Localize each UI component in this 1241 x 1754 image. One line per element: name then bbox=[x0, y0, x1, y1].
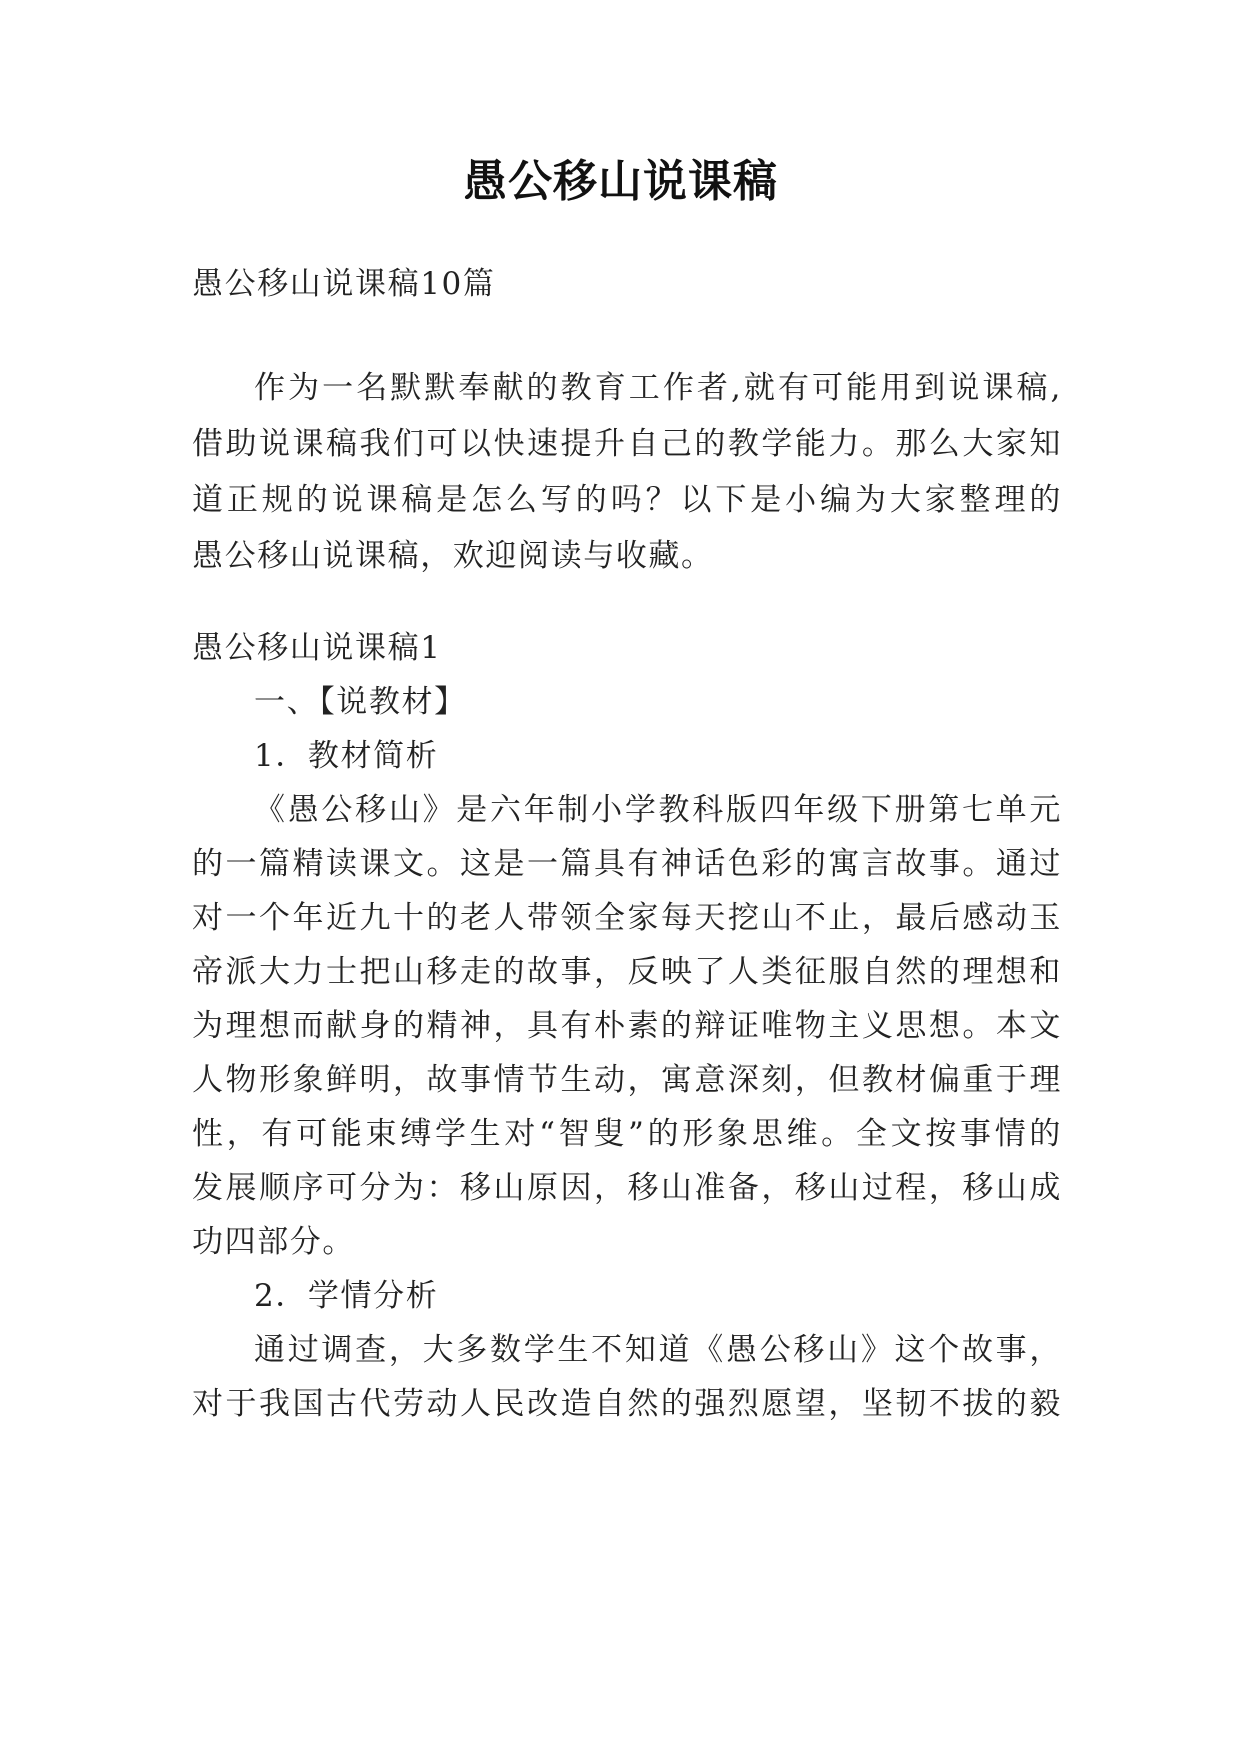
paragraph-line: 功四部分。 bbox=[192, 1224, 355, 1260]
paragraph-line: 帝派大力士把山移走的故事，反映了人类征服自然的理想和 bbox=[192, 954, 1062, 990]
intro-line: 愚公移山说课稿，欢迎阅读与收藏。 bbox=[192, 538, 714, 574]
heading-1-2: 2．学情分析 bbox=[254, 1278, 439, 1314]
paragraph-line: 为理想而献身的精神，具有朴素的辩证唯物主义思想。本文 bbox=[192, 1008, 1062, 1044]
paragraph-line: 的一篇精读课文。这是一篇具有神话色彩的寓言故事。通过 bbox=[192, 846, 1062, 882]
heading-1: 一、【说教材】 bbox=[254, 684, 467, 720]
intro-line: 道正规的说课稿是怎么写的吗？以下是小编为大家整理的 bbox=[192, 482, 1062, 518]
section-title: 愚公移山说课稿1 bbox=[192, 630, 442, 666]
paragraph-line: 通过调查，大多数学生不知道《愚公移山》这个故事， bbox=[254, 1332, 1062, 1368]
document-title: 愚公移山说课稿 bbox=[463, 156, 778, 207]
intro-line: 作为一名默默奉献的教育工作者,就有可能用到说课稿, bbox=[254, 370, 1062, 406]
paragraph-line: 性，有可能束缚学生对“智叟”的形象思维。全文按事情的 bbox=[192, 1116, 1062, 1152]
document-subtitle: 愚公移山说课稿10篇 bbox=[192, 266, 496, 302]
intro-line: 借助说课稿我们可以快速提升自己的教学能力。那么大家知 bbox=[192, 426, 1062, 462]
paragraph-line: 对于我国古代劳动人民改造自然的强烈愿望，坚韧不拔的毅 bbox=[192, 1386, 1062, 1422]
heading-1-1: 1．教材简析 bbox=[254, 738, 439, 774]
paragraph-line: 《愚公移山》是六年制小学教科版四年级下册第七单元 bbox=[254, 792, 1062, 828]
paragraph-line: 人物形象鲜明，故事情节生动，寓意深刻，但教材偏重于理 bbox=[192, 1062, 1062, 1098]
paragraph-line: 发展顺序可分为：移山原因，移山准备，移山过程，移山成 bbox=[192, 1170, 1062, 1206]
paragraph-line: 对一个年近九十的老人带领全家每天挖山不止，最后感动玉 bbox=[192, 900, 1062, 936]
